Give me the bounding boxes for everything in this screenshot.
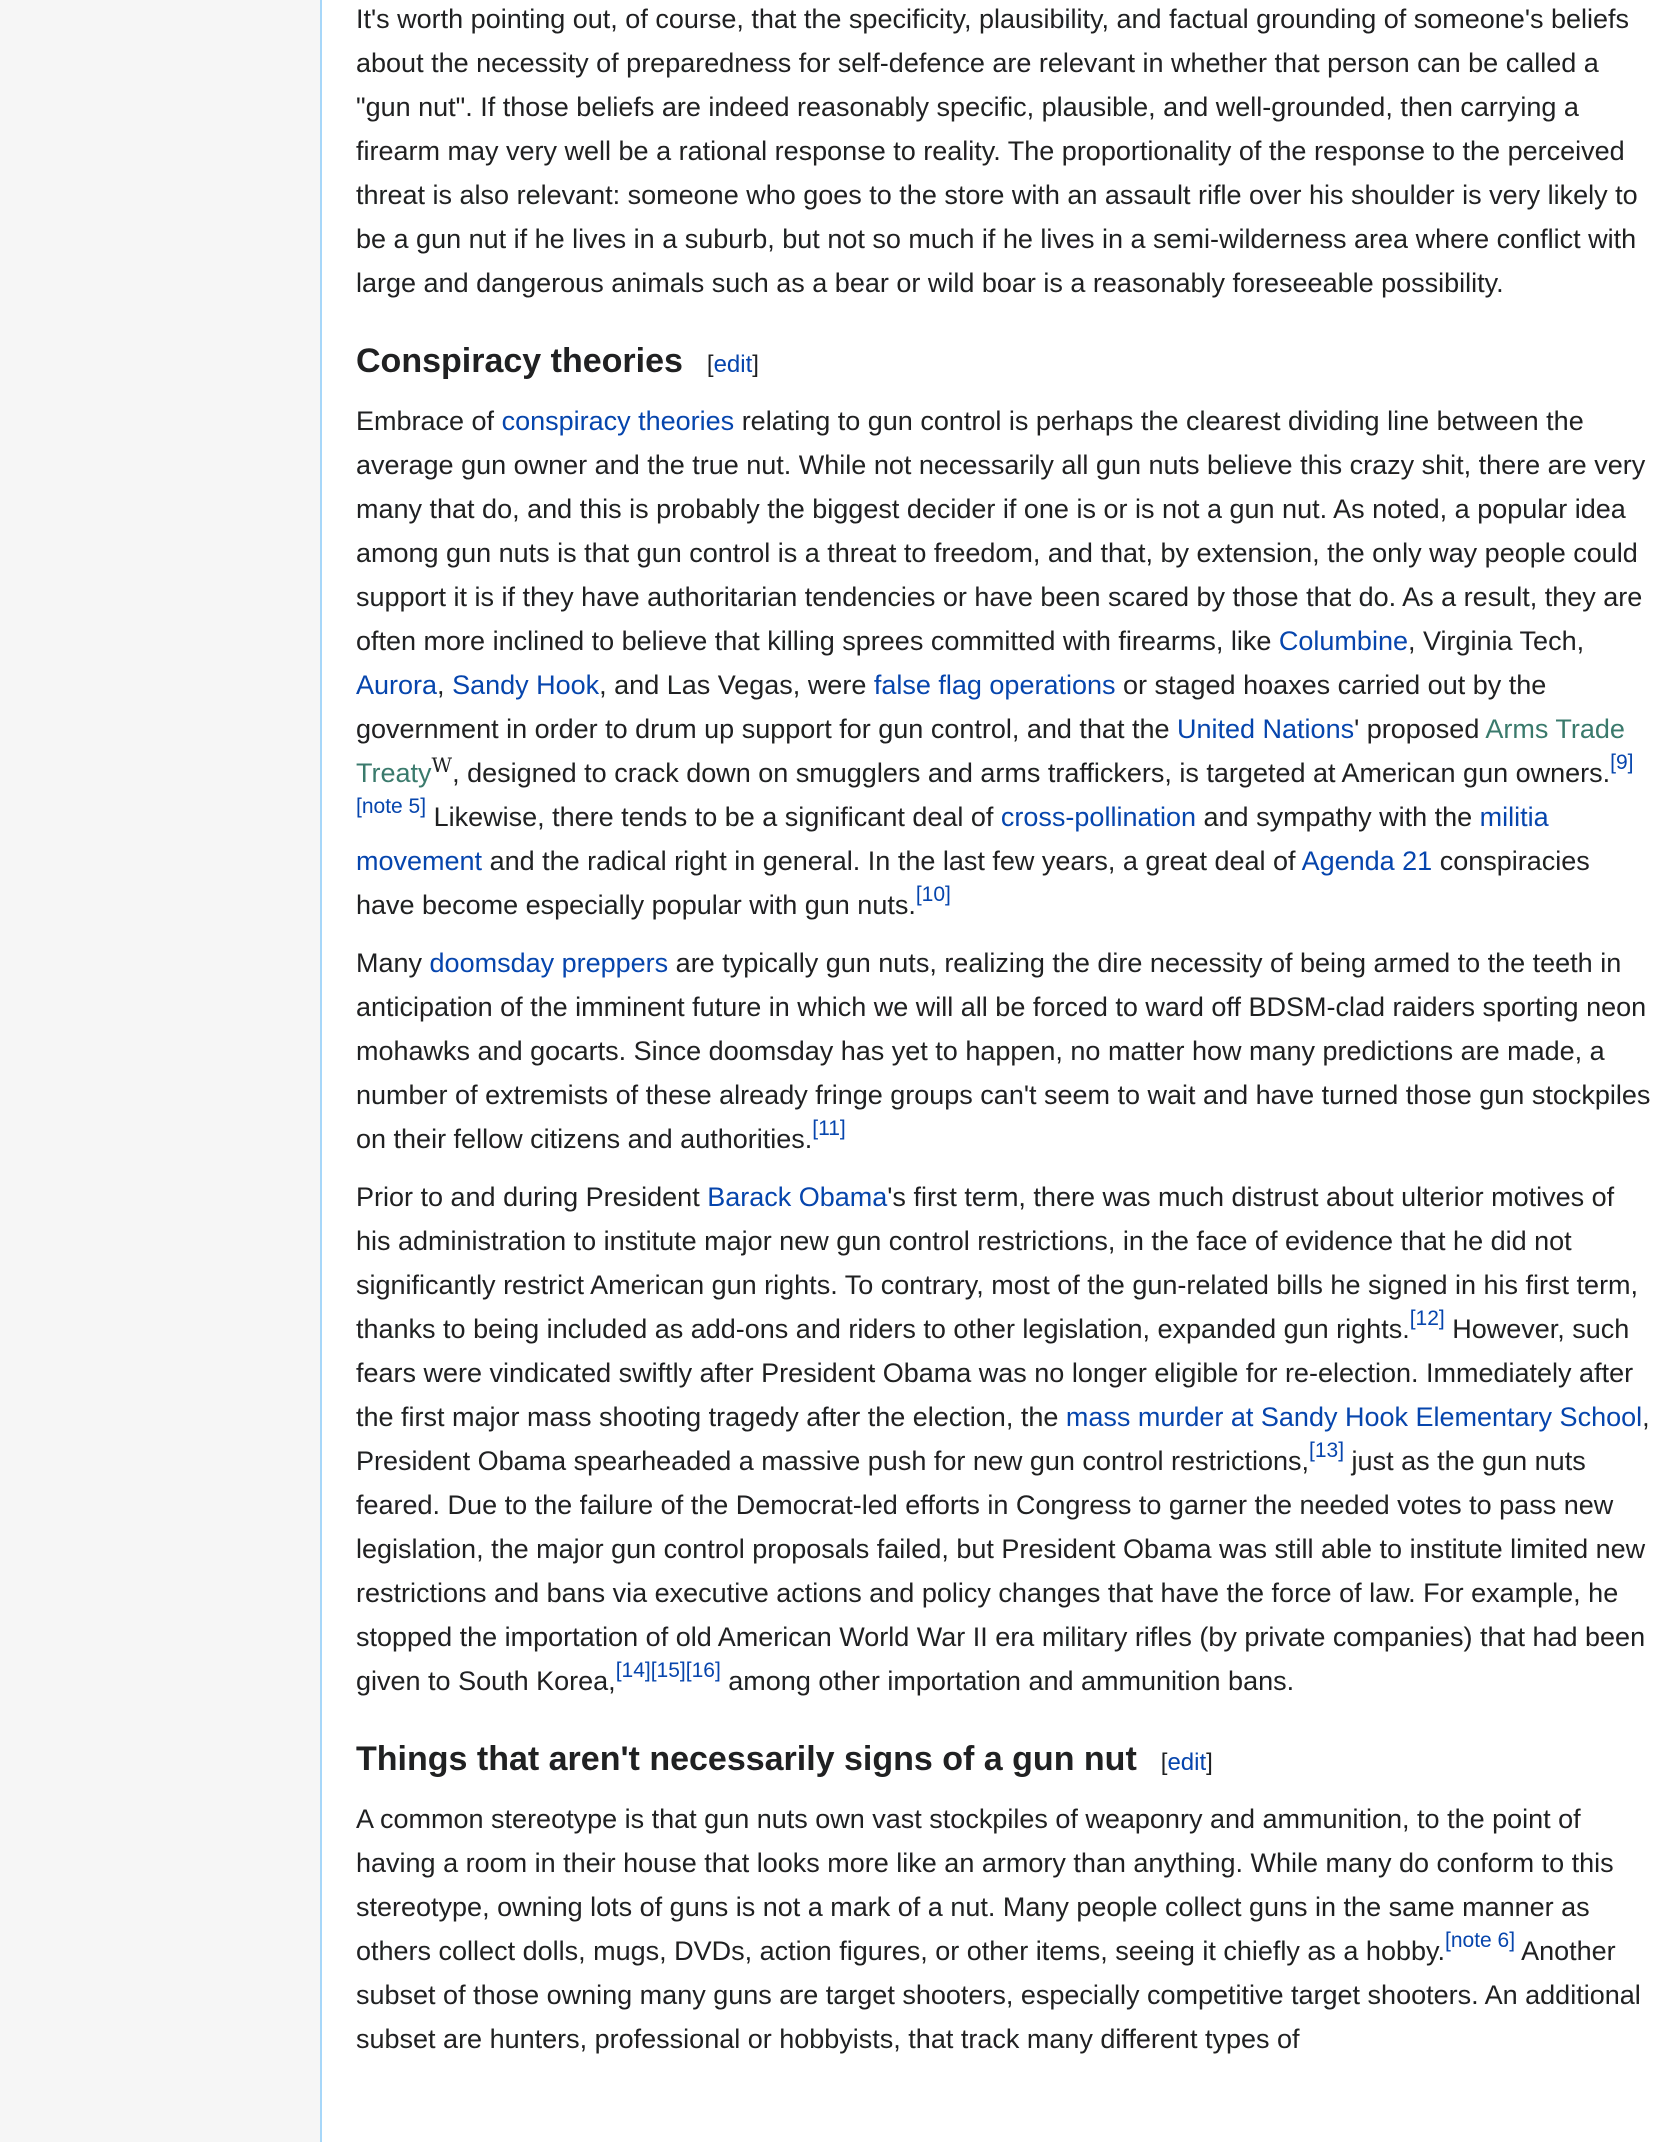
article-content: [320, 0, 1668, 2142]
link-militia-movement[interactable]: militia movement: [356, 802, 1549, 876]
citation-11[interactable]: [11]: [812, 1117, 846, 1140]
edit-section-link-wrapper: [edit]: [706, 351, 759, 378]
citation-12[interactable]: [12]: [1409, 1307, 1445, 1330]
citation-16[interactable]: [16]: [685, 1659, 721, 1682]
citation-13[interactable]: [13]: [1309, 1439, 1345, 1462]
link-mass-murder-sandy-hook[interactable]: mass murder at Sandy Hook Elementary School: [1065, 1402, 1643, 1432]
link-united-nations[interactable]: United Nations: [1176, 714, 1355, 744]
paragraph-self-defence: It's worth pointing out, of course, that the specificity, plausibility, and factual grounding of someone's beliefs about the necessity of preparedness for self-defence are relevant in whether that person can be called a "gun nut". If those beliefs are indeed reasonably specific, plausible, and well-grounded, then carrying a firearm may very well be a rational response to reality. The proportionality of the response to the perceived threat is also relevant: someone who goes to the store with an assault rifle over his shoulder is very likely to be a gun nut if he lives in a suburb, but not so much if he lives in a semi-wilderness area where conflict with large and dangerous animals such as a bear or wild boar is a reasonably foreseeable possibility.: [356, 4, 1638, 298]
left-sidebar: [0, 0, 320, 2142]
citation-14[interactable]: [14]: [615, 1659, 651, 1682]
link-sandy-hook[interactable]: Sandy Hook: [452, 670, 600, 700]
link-aurora[interactable]: Aurora: [356, 670, 438, 700]
citation-10[interactable]: [10]: [915, 883, 951, 906]
citation-9[interactable]: [9]: [1610, 751, 1634, 774]
link-agenda-21[interactable]: Agenda 21: [1301, 846, 1433, 876]
citation-note-5[interactable]: [note 5]: [356, 795, 427, 818]
link-arms-trade-treaty[interactable]: Arms Trade Treaty: [356, 714, 1625, 788]
edit-section-link-wrapper: [edit]: [1160, 1749, 1213, 1776]
paragraph-obama: Prior to and during President Barack Obama's first term, there was much distrust about ulterior motives of his administration to institute major new gun control restrictions, in the face of evidence that he did not significantly restrict American gun rights. To contrary, most of the gun-related bills he signed in his first term, thanks to being included as add-ons and riders to other legislation, expanded gun rights.[12] However, such fears were vindicated swiftly after President Obama was no longer eligible for re-election. Immediately after the first major mass shooting tragedy after the election, the mass murder at Sandy Hook Elementary School, President Obama spearheaded a massive push for new gun control restrictions,[13] just as the gun nuts feared. Due to the failure of the Democrat-led efforts in Congress to garner the needed votes to pass new legislation, the major gun control proposals failed, but President Obama was still able to institute limited new restrictions and bans via executive actions and policy changes that have the force of law. For example, he stopped the importation of old American World War II era military rifles (by private companies) that had been given to South Korea,[14][15][16] among other importation and ammunition bans.: [356, 1182, 1650, 1696]
link-barack-obama[interactable]: Barack Obama: [707, 1182, 888, 1212]
paragraph-doomsday-preppers: Many doomsday preppers are typically gun nuts, realizing the dire necessity of being armed to the teeth in anticipation of the imminent future in which we will all be forced to ward off BDSM-clad raiders sporting neon mohawks and gocarts. Since doomsday has yet to happen, no matter how many predictions are made, a number of extremists of these already fringe groups can't seem to wait and have turned those gun stockpiles on their fellow citizens and authorities.[11]: [356, 948, 1651, 1154]
edit-section-link[interactable]: edit: [713, 351, 753, 378]
wikipedia-icon[interactable]: W: [431, 753, 453, 777]
link-doomsday-preppers[interactable]: doomsday preppers: [429, 948, 669, 978]
paragraph-stockpiles: A common stereotype is that gun nuts own vast stockpiles of weaponry and ammunition, to the point of having a room in their house that looks more like an armory than anything. While many do conform to this stereotype, owning lots of guns is not a mark of a nut. Many people collect guns in the same manner as others collect dolls, mugs, DVDs, action figures, or other items, seeing it chiefly as a hobby.[note 6] Another subset of those owning many guns are target shooters, especially competitive target shooters. An additional subset are hunters, professional or hobbyists, that track many different types of: [356, 1804, 1641, 2054]
section-heading-conspiracy-theories: [356, 339, 1654, 387]
link-cross-pollination[interactable]: cross-pollination: [1000, 802, 1197, 832]
citation-note-6[interactable]: [note 6]: [1445, 1929, 1516, 1952]
section-title: Conspiracy theories: [356, 342, 683, 380]
link-false-flag-operations[interactable]: false flag operations: [873, 670, 1116, 700]
section-title: Things that aren't necessarily signs of a gun nut: [356, 1740, 1137, 1778]
paragraph-conspiracy: Embrace of conspiracy theories relating to gun control is perhaps the clearest dividing line between the average gun owner and the true nut. While not necessarily all gun nuts believe this crazy shit, there are very many that do, and this is probably the biggest decider if one is or is not a gun nut. As noted, a popular idea among gun nuts is that gun control is a threat to freedom, and that, by extension, the only way people could support it is if they have authoritarian tendencies or have been scared by those that do. As a result, they are often more inclined to believe that killing sprees committed with firearms, like Columbine, Virginia Tech, Aurora, Sandy Hook, and Las Vegas, were false flag operations or staged hoaxes carried out by the government in order to drum up support for gun control, and that the United Nations' proposed Arms Trade Treaty$^W$, designed to crack down on smugglers and arms traffickers, is targeted at American gun owners.[9][note 5] Likewise, there tends to be a significant deal of cross-pollination and sympathy with the militia movement and the radical right in general. In the last few years, a great deal of Agenda 21 conspiracies have become especially popular with gun nuts.[10]: [356, 406, 1646, 920]
link-columbine[interactable]: Columbine: [1278, 626, 1408, 656]
citation-15[interactable]: [15]: [650, 1659, 686, 1682]
edit-section-link[interactable]: edit: [1167, 1749, 1207, 1776]
link-conspiracy-theories[interactable]: conspiracy theories: [501, 406, 735, 436]
section-heading-not-signs: [356, 1737, 1654, 1785]
